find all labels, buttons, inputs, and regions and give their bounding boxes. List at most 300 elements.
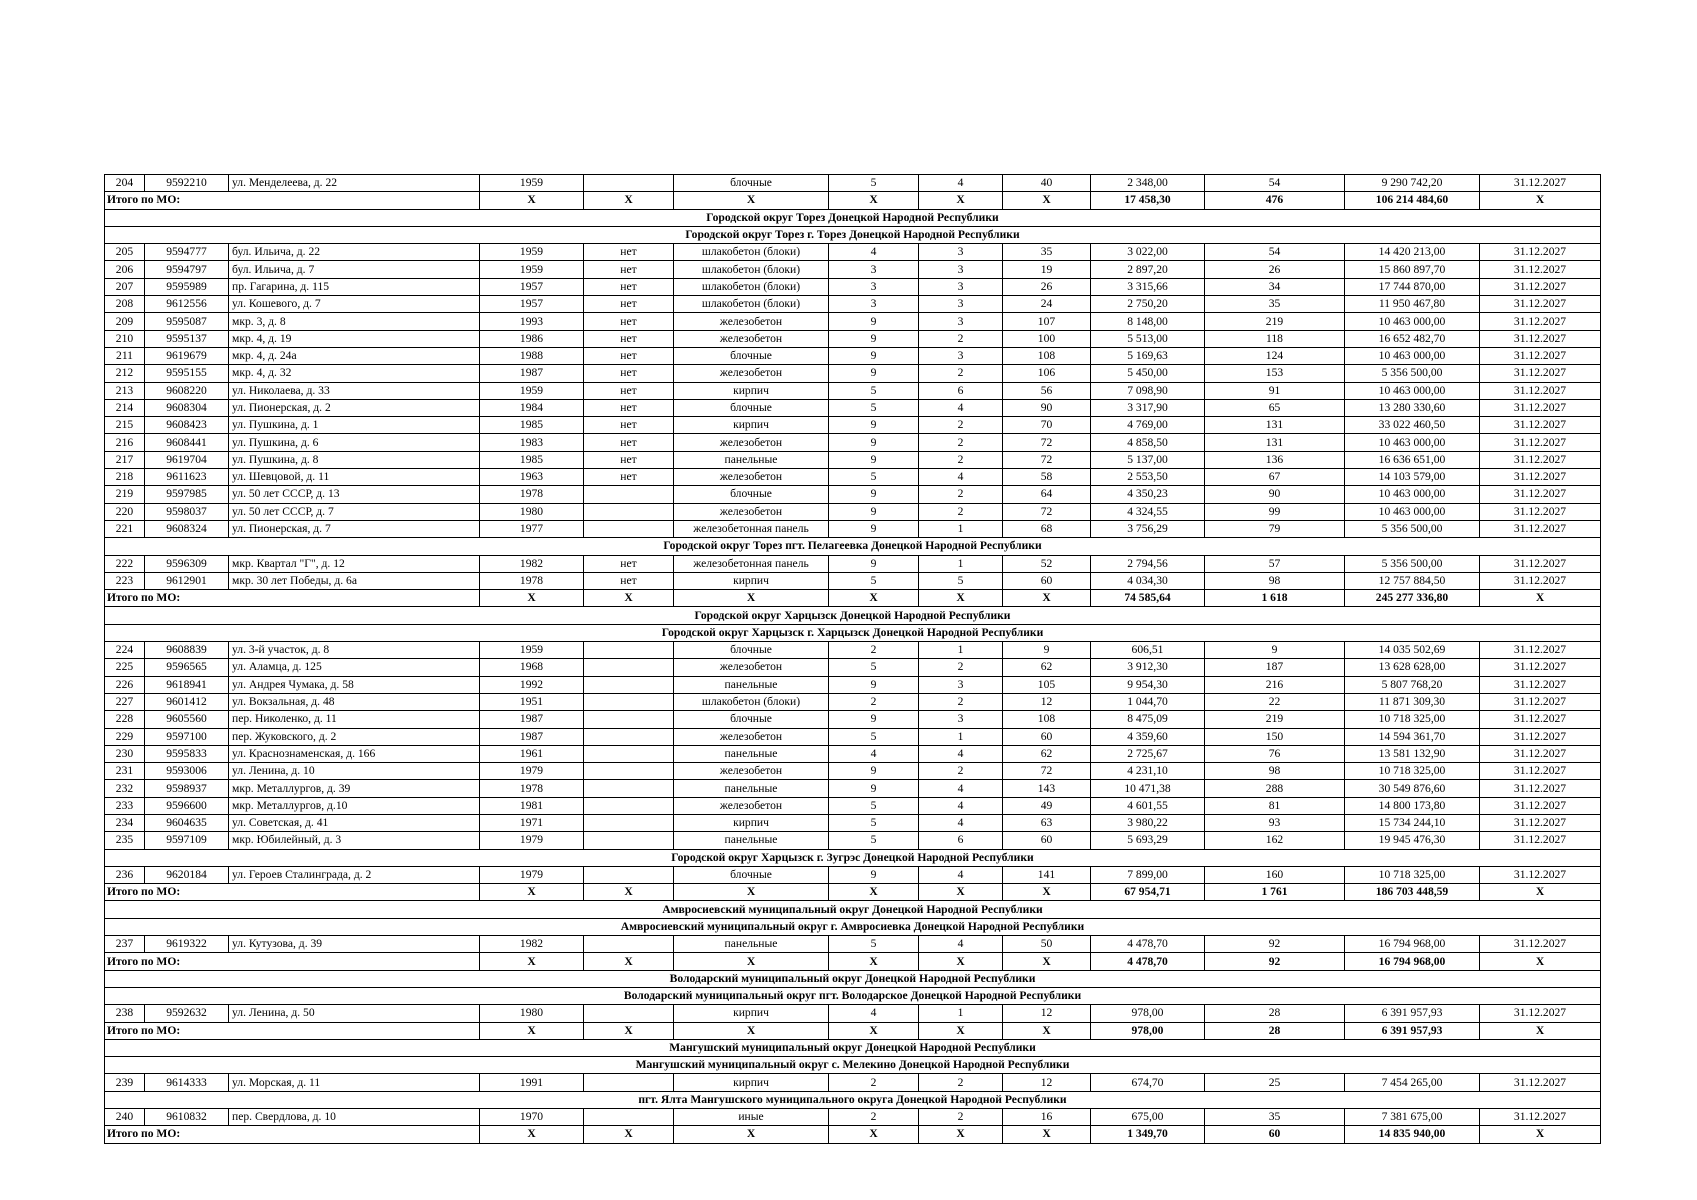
x-mark: X bbox=[584, 1126, 674, 1143]
cell-repair-cost: 11 950 467,80 bbox=[1345, 296, 1480, 313]
cell-floors: 3 bbox=[829, 261, 919, 278]
cell-apartments: 52 bbox=[1003, 555, 1091, 572]
cell-house-id: 9598937 bbox=[145, 780, 229, 797]
cell-entrances: 3 bbox=[919, 261, 1003, 278]
cell-floors: 9 bbox=[829, 486, 919, 503]
cell-wall-material: железобетон bbox=[674, 728, 829, 745]
cell-repair-cost: 7 381 675,00 bbox=[1345, 1109, 1480, 1126]
cell-total-area: 3 022,00 bbox=[1091, 244, 1205, 261]
cell-apartments: 141 bbox=[1003, 866, 1091, 883]
cell-row-number: 213 bbox=[105, 382, 145, 399]
cell-row-number: 238 bbox=[105, 1005, 145, 1022]
housing-table bbox=[104, 174, 1601, 1144]
cell-entrances: 3 bbox=[919, 347, 1003, 364]
cell-residents: 25 bbox=[1205, 1074, 1345, 1091]
cell-deadline: 31.12.2027 bbox=[1480, 365, 1601, 382]
cell-total-area: 2 794,56 bbox=[1091, 555, 1205, 572]
cell-entrances: 2 bbox=[919, 451, 1003, 468]
cell-address: пер. Жуковского, д. 2 bbox=[229, 728, 480, 745]
cell-residents: 54 bbox=[1205, 244, 1345, 261]
cell-residents: 90 bbox=[1205, 486, 1345, 503]
cell-repair-cost: 16 794 968,00 bbox=[1345, 936, 1480, 953]
table-row bbox=[105, 676, 1601, 693]
table-row bbox=[105, 711, 1601, 728]
x-mark: X bbox=[919, 953, 1003, 970]
x-mark: X bbox=[480, 590, 584, 607]
cell-address: ул. Андрея Чумака, д. 58 bbox=[229, 676, 480, 693]
cell-wall-material: кирпич bbox=[674, 417, 829, 434]
table-row bbox=[105, 503, 1601, 520]
cell-deadline: 31.12.2027 bbox=[1480, 763, 1601, 780]
cell-apartments: 100 bbox=[1003, 330, 1091, 347]
cell-total-area: 3 980,22 bbox=[1091, 814, 1205, 831]
total-gap bbox=[229, 1022, 480, 1039]
cell-cell-flag: нет bbox=[584, 399, 674, 416]
cell-wall-material: кирпич bbox=[674, 382, 829, 399]
total-cost: 106 214 484,60 bbox=[1345, 192, 1480, 209]
cell-entrances: 4 bbox=[919, 797, 1003, 814]
cell-year-built: 1971 bbox=[480, 814, 584, 831]
cell-wall-material: панельные bbox=[674, 745, 829, 762]
x-mark: X bbox=[480, 953, 584, 970]
cell-apartments: 106 bbox=[1003, 365, 1091, 382]
cell-repair-cost: 14 420 213,00 bbox=[1345, 244, 1480, 261]
cell-deadline: 31.12.2027 bbox=[1480, 745, 1601, 762]
cell-residents: 54 bbox=[1205, 175, 1345, 192]
cell-row-number: 208 bbox=[105, 296, 145, 313]
cell-house-id: 9595989 bbox=[145, 278, 229, 295]
cell-floors: 3 bbox=[829, 296, 919, 313]
cell-wall-material: панельные bbox=[674, 832, 829, 849]
cell-wall-material: шлакобетон (блоки) bbox=[674, 296, 829, 313]
table-row bbox=[105, 330, 1601, 347]
cell-deadline: 31.12.2027 bbox=[1480, 175, 1601, 192]
table-row bbox=[105, 296, 1601, 313]
table-row bbox=[105, 451, 1601, 468]
cell-row-number: 230 bbox=[105, 745, 145, 762]
cell-repair-cost: 17 744 870,00 bbox=[1345, 278, 1480, 295]
cell-year-built: 1982 bbox=[480, 936, 584, 953]
cell-floors: 5 bbox=[829, 175, 919, 192]
total-gap bbox=[229, 953, 480, 970]
region-title: Городской округ Торез г. Торез Донецкой Народной Республики bbox=[105, 226, 1601, 243]
cell-row-number: 226 bbox=[105, 676, 145, 693]
cell-row-number: 220 bbox=[105, 503, 145, 520]
total-label: Итого по МО: bbox=[105, 953, 229, 970]
cell-cell-flag: нет bbox=[584, 330, 674, 347]
cell-repair-cost: 13 581 132,90 bbox=[1345, 745, 1480, 762]
cell-deadline: 31.12.2027 bbox=[1480, 711, 1601, 728]
cell-residents: 131 bbox=[1205, 417, 1345, 434]
cell-row-number: 205 bbox=[105, 244, 145, 261]
cell-residents: 219 bbox=[1205, 313, 1345, 330]
cell-wall-material: блочные bbox=[674, 347, 829, 364]
cell-entrances: 2 bbox=[919, 434, 1003, 451]
cell-apartments: 64 bbox=[1003, 486, 1091, 503]
cell-address: мкр. 3, д. 8 bbox=[229, 313, 480, 330]
cell-repair-cost: 9 290 742,20 bbox=[1345, 175, 1480, 192]
total-area: 67 954,71 bbox=[1091, 884, 1205, 901]
x-mark: X bbox=[674, 590, 829, 607]
cell-deadline: 31.12.2027 bbox=[1480, 728, 1601, 745]
total-gap bbox=[229, 590, 480, 607]
region-header-row bbox=[105, 538, 1601, 555]
cell-row-number: 232 bbox=[105, 780, 145, 797]
table-row bbox=[105, 434, 1601, 451]
cell-entrances: 2 bbox=[919, 486, 1003, 503]
cell-entrances: 5 bbox=[919, 572, 1003, 589]
cell-deadline: 31.12.2027 bbox=[1480, 244, 1601, 261]
cell-cell-flag: нет bbox=[584, 296, 674, 313]
cell-floors: 9 bbox=[829, 763, 919, 780]
cell-residents: 219 bbox=[1205, 711, 1345, 728]
cell-deadline: 31.12.2027 bbox=[1480, 642, 1601, 659]
region-header-row bbox=[105, 226, 1601, 243]
region-title: Городской округ Харцызск г. Харцызск Донецкой Народной Республики bbox=[105, 624, 1601, 641]
cell-house-id: 9605560 bbox=[145, 711, 229, 728]
cell-row-number: 216 bbox=[105, 434, 145, 451]
cell-address: ул. Морская, д. 11 bbox=[229, 1074, 480, 1091]
total-gap bbox=[229, 1126, 480, 1143]
cell-wall-material: иные bbox=[674, 1109, 829, 1126]
cell-apartments: 108 bbox=[1003, 711, 1091, 728]
x-mark: X bbox=[1480, 590, 1601, 607]
cell-house-id: 9620184 bbox=[145, 866, 229, 883]
x-mark: X bbox=[584, 953, 674, 970]
cell-floors: 9 bbox=[829, 503, 919, 520]
cell-year-built: 1959 bbox=[480, 382, 584, 399]
cell-row-number: 207 bbox=[105, 278, 145, 295]
cell-row-number: 209 bbox=[105, 313, 145, 330]
cell-floors: 9 bbox=[829, 434, 919, 451]
cell-apartments: 12 bbox=[1003, 1074, 1091, 1091]
cell-wall-material: блочные bbox=[674, 642, 829, 659]
cell-apartments: 72 bbox=[1003, 763, 1091, 780]
cell-entrances: 3 bbox=[919, 313, 1003, 330]
cell-row-number: 239 bbox=[105, 1074, 145, 1091]
cell-repair-cost: 10 718 325,00 bbox=[1345, 711, 1480, 728]
cell-repair-cost: 5 356 500,00 bbox=[1345, 555, 1480, 572]
cell-cell-flag bbox=[584, 814, 674, 831]
cell-deadline: 31.12.2027 bbox=[1480, 278, 1601, 295]
cell-deadline: 31.12.2027 bbox=[1480, 555, 1601, 572]
cell-apartments: 62 bbox=[1003, 659, 1091, 676]
cell-wall-material: кирпич bbox=[674, 814, 829, 831]
cell-year-built: 1984 bbox=[480, 399, 584, 416]
total-row bbox=[105, 953, 1601, 970]
cell-entrances: 2 bbox=[919, 659, 1003, 676]
cell-year-built: 1959 bbox=[480, 642, 584, 659]
table-row bbox=[105, 728, 1601, 745]
cell-apartments: 40 bbox=[1003, 175, 1091, 192]
cell-deadline: 31.12.2027 bbox=[1480, 866, 1601, 883]
cell-apartments: 72 bbox=[1003, 451, 1091, 468]
cell-cell-flag bbox=[584, 676, 674, 693]
cell-apartments: 19 bbox=[1003, 261, 1091, 278]
cell-house-id: 9619322 bbox=[145, 936, 229, 953]
x-mark: X bbox=[1480, 953, 1601, 970]
x-mark: X bbox=[584, 884, 674, 901]
cell-apartments: 105 bbox=[1003, 676, 1091, 693]
cell-wall-material: шлакобетон (блоки) bbox=[674, 693, 829, 710]
cell-residents: 65 bbox=[1205, 399, 1345, 416]
cell-row-number: 223 bbox=[105, 572, 145, 589]
cell-wall-material: железобетон bbox=[674, 313, 829, 330]
cell-entrances: 1 bbox=[919, 1005, 1003, 1022]
cell-total-area: 2 348,00 bbox=[1091, 175, 1205, 192]
cell-floors: 5 bbox=[829, 814, 919, 831]
table-row bbox=[105, 572, 1601, 589]
total-residents: 92 bbox=[1205, 953, 1345, 970]
cell-total-area: 5 137,00 bbox=[1091, 451, 1205, 468]
cell-repair-cost: 12 757 884,50 bbox=[1345, 572, 1480, 589]
cell-house-id: 9619704 bbox=[145, 451, 229, 468]
cell-total-area: 4 034,30 bbox=[1091, 572, 1205, 589]
cell-address: пр. Гагарина, д. 115 bbox=[229, 278, 480, 295]
cell-floors: 4 bbox=[829, 745, 919, 762]
cell-floors: 5 bbox=[829, 936, 919, 953]
cell-deadline: 31.12.2027 bbox=[1480, 814, 1601, 831]
cell-entrances: 1 bbox=[919, 642, 1003, 659]
cell-floors: 9 bbox=[829, 780, 919, 797]
region-title: Амвросиевский муниципальный округ г. Амвросиевка Донецкой Народной Республики bbox=[105, 918, 1601, 935]
cell-year-built: 1985 bbox=[480, 417, 584, 434]
cell-deadline: 31.12.2027 bbox=[1480, 1005, 1601, 1022]
cell-total-area: 4 858,50 bbox=[1091, 434, 1205, 451]
cell-repair-cost: 10 463 000,00 bbox=[1345, 347, 1480, 364]
cell-row-number: 204 bbox=[105, 175, 145, 192]
cell-address: ул. Аламца, д. 125 bbox=[229, 659, 480, 676]
cell-cell-flag bbox=[584, 486, 674, 503]
table-row bbox=[105, 313, 1601, 330]
cell-total-area: 8 148,00 bbox=[1091, 313, 1205, 330]
cell-entrances: 4 bbox=[919, 175, 1003, 192]
cell-floors: 4 bbox=[829, 1005, 919, 1022]
region-title: Городской округ Торез Донецкой Народной Республики bbox=[105, 209, 1601, 226]
cell-repair-cost: 13 628 628,00 bbox=[1345, 659, 1480, 676]
cell-floors: 9 bbox=[829, 866, 919, 883]
cell-wall-material: блочные bbox=[674, 399, 829, 416]
cell-year-built: 1961 bbox=[480, 745, 584, 762]
table-body bbox=[105, 175, 1601, 1144]
cell-cell-flag: нет bbox=[584, 417, 674, 434]
cell-deadline: 31.12.2027 bbox=[1480, 780, 1601, 797]
cell-row-number: 217 bbox=[105, 451, 145, 468]
cell-wall-material: блочные bbox=[674, 175, 829, 192]
region-header-row bbox=[105, 209, 1601, 226]
cell-entrances: 1 bbox=[919, 728, 1003, 745]
table-row bbox=[105, 365, 1601, 382]
cell-house-id: 9595137 bbox=[145, 330, 229, 347]
cell-floors: 5 bbox=[829, 399, 919, 416]
cell-residents: 34 bbox=[1205, 278, 1345, 295]
cell-house-id: 9618941 bbox=[145, 676, 229, 693]
table-row bbox=[105, 244, 1601, 261]
cell-entrances: 6 bbox=[919, 832, 1003, 849]
table-row bbox=[105, 866, 1601, 883]
cell-address: ул. Шевцовой, д. 11 bbox=[229, 469, 480, 486]
cell-wall-material: шлакобетон (блоки) bbox=[674, 261, 829, 278]
region-header-row bbox=[105, 624, 1601, 641]
cell-total-area: 4 601,55 bbox=[1091, 797, 1205, 814]
cell-entrances: 2 bbox=[919, 503, 1003, 520]
cell-repair-cost: 11 871 309,30 bbox=[1345, 693, 1480, 710]
x-mark: X bbox=[919, 1022, 1003, 1039]
cell-year-built: 1951 bbox=[480, 693, 584, 710]
cell-row-number: 219 bbox=[105, 486, 145, 503]
cell-total-area: 2 897,20 bbox=[1091, 261, 1205, 278]
cell-deadline: 31.12.2027 bbox=[1480, 296, 1601, 313]
cell-repair-cost: 5 356 500,00 bbox=[1345, 520, 1480, 537]
cell-house-id: 9594777 bbox=[145, 244, 229, 261]
cell-repair-cost: 30 549 876,60 bbox=[1345, 780, 1480, 797]
cell-year-built: 1959 bbox=[480, 244, 584, 261]
cell-wall-material: панельные bbox=[674, 676, 829, 693]
cell-row-number: 211 bbox=[105, 347, 145, 364]
cell-residents: 26 bbox=[1205, 261, 1345, 278]
cell-wall-material: панельные bbox=[674, 780, 829, 797]
cell-repair-cost: 19 945 476,30 bbox=[1345, 832, 1480, 849]
cell-address: мкр. Металлургов, д. 39 bbox=[229, 780, 480, 797]
cell-total-area: 10 471,38 bbox=[1091, 780, 1205, 797]
cell-residents: 216 bbox=[1205, 676, 1345, 693]
cell-row-number: 229 bbox=[105, 728, 145, 745]
cell-row-number: 234 bbox=[105, 814, 145, 831]
cell-address: ул. 50 лет СССР, д. 13 bbox=[229, 486, 480, 503]
table-row bbox=[105, 745, 1601, 762]
cell-house-id: 9601412 bbox=[145, 693, 229, 710]
cell-wall-material: железобетон bbox=[674, 763, 829, 780]
x-mark: X bbox=[674, 953, 829, 970]
cell-entrances: 2 bbox=[919, 693, 1003, 710]
region-title: Мангушский муниципальный округ Донецкой Народной Республики bbox=[105, 1039, 1601, 1056]
cell-apartments: 58 bbox=[1003, 469, 1091, 486]
cell-year-built: 1987 bbox=[480, 728, 584, 745]
cell-repair-cost: 14 594 361,70 bbox=[1345, 728, 1480, 745]
total-residents: 1 761 bbox=[1205, 884, 1345, 901]
table-row bbox=[105, 278, 1601, 295]
cell-total-area: 9 954,30 bbox=[1091, 676, 1205, 693]
cell-deadline: 31.12.2027 bbox=[1480, 417, 1601, 434]
table-row bbox=[105, 469, 1601, 486]
cell-cell-flag bbox=[584, 780, 674, 797]
cell-entrances: 3 bbox=[919, 244, 1003, 261]
cell-apartments: 50 bbox=[1003, 936, 1091, 953]
cell-apartments: 143 bbox=[1003, 780, 1091, 797]
cell-row-number: 237 bbox=[105, 936, 145, 953]
cell-address: ул. 50 лет СССР, д. 7 bbox=[229, 503, 480, 520]
cell-house-id: 9596309 bbox=[145, 555, 229, 572]
cell-row-number: 210 bbox=[105, 330, 145, 347]
cell-deadline: 31.12.2027 bbox=[1480, 676, 1601, 693]
cell-address: ул. Пушкина, д. 8 bbox=[229, 451, 480, 468]
cell-deadline: 31.12.2027 bbox=[1480, 469, 1601, 486]
region-header-row bbox=[105, 901, 1601, 918]
cell-year-built: 1979 bbox=[480, 866, 584, 883]
cell-house-id: 9593006 bbox=[145, 763, 229, 780]
x-mark: X bbox=[480, 1022, 584, 1039]
cell-entrances: 2 bbox=[919, 1109, 1003, 1126]
cell-repair-cost: 33 022 460,50 bbox=[1345, 417, 1480, 434]
x-mark: X bbox=[829, 192, 919, 209]
cell-year-built: 1987 bbox=[480, 711, 584, 728]
cell-address: мкр. 4, д. 19 bbox=[229, 330, 480, 347]
cell-address: мкр. 4, д. 32 bbox=[229, 365, 480, 382]
cell-year-built: 1977 bbox=[480, 520, 584, 537]
cell-apartments: 107 bbox=[1003, 313, 1091, 330]
cell-wall-material: железобетон bbox=[674, 330, 829, 347]
table-row bbox=[105, 555, 1601, 572]
cell-cell-flag: нет bbox=[584, 278, 674, 295]
cell-entrances: 2 bbox=[919, 365, 1003, 382]
cell-entrances: 4 bbox=[919, 780, 1003, 797]
cell-year-built: 1979 bbox=[480, 832, 584, 849]
cell-residents: 160 bbox=[1205, 866, 1345, 883]
cell-house-id: 9594797 bbox=[145, 261, 229, 278]
region-title: пгт. Ялта Мангушского муниципального округа Донецкой Народной Республики bbox=[105, 1091, 1601, 1108]
cell-cell-flag: нет bbox=[584, 365, 674, 382]
cell-house-id: 9608304 bbox=[145, 399, 229, 416]
region-header-row bbox=[105, 918, 1601, 935]
x-mark: X bbox=[584, 590, 674, 607]
cell-repair-cost: 14 103 579,00 bbox=[1345, 469, 1480, 486]
cell-deadline: 31.12.2027 bbox=[1480, 503, 1601, 520]
total-cost: 16 794 968,00 bbox=[1345, 953, 1480, 970]
cell-year-built: 1959 bbox=[480, 175, 584, 192]
table-row bbox=[105, 936, 1601, 953]
total-area: 978,00 bbox=[1091, 1022, 1205, 1039]
cell-total-area: 4 769,00 bbox=[1091, 417, 1205, 434]
cell-wall-material: панельные bbox=[674, 936, 829, 953]
cell-residents: 22 bbox=[1205, 693, 1345, 710]
cell-row-number: 212 bbox=[105, 365, 145, 382]
cell-address: ул. Вокзальная, д. 48 bbox=[229, 693, 480, 710]
cell-residents: 136 bbox=[1205, 451, 1345, 468]
cell-total-area: 4 231,10 bbox=[1091, 763, 1205, 780]
cell-total-area: 4 324,55 bbox=[1091, 503, 1205, 520]
cell-year-built: 1983 bbox=[480, 434, 584, 451]
cell-year-built: 1978 bbox=[480, 572, 584, 589]
x-mark: X bbox=[829, 953, 919, 970]
cell-floors: 9 bbox=[829, 365, 919, 382]
table-row bbox=[105, 814, 1601, 831]
region-title: Володарский муниципальный округ Донецкой Народной Республики bbox=[105, 970, 1601, 987]
cell-deadline: 31.12.2027 bbox=[1480, 330, 1601, 347]
cell-entrances: 3 bbox=[919, 711, 1003, 728]
cell-wall-material: блочные bbox=[674, 711, 829, 728]
table-row bbox=[105, 486, 1601, 503]
x-mark: X bbox=[919, 884, 1003, 901]
cell-wall-material: шлакобетон (блоки) bbox=[674, 244, 829, 261]
x-mark: X bbox=[1003, 884, 1091, 901]
cell-total-area: 5 450,00 bbox=[1091, 365, 1205, 382]
cell-year-built: 1963 bbox=[480, 469, 584, 486]
cell-row-number: 227 bbox=[105, 693, 145, 710]
cell-floors: 2 bbox=[829, 693, 919, 710]
cell-house-id: 9592210 bbox=[145, 175, 229, 192]
cell-total-area: 3 912,30 bbox=[1091, 659, 1205, 676]
cell-address: пер. Николенко, д. 11 bbox=[229, 711, 480, 728]
table-row bbox=[105, 1109, 1601, 1126]
cell-repair-cost: 14 800 173,80 bbox=[1345, 797, 1480, 814]
x-mark: X bbox=[480, 1126, 584, 1143]
cell-row-number: 214 bbox=[105, 399, 145, 416]
table-row bbox=[105, 520, 1601, 537]
region-title: Городской округ Торез пгт. Пелагеевка Донецкой Народной Республики bbox=[105, 538, 1601, 555]
cell-repair-cost: 10 463 000,00 bbox=[1345, 434, 1480, 451]
table-row bbox=[105, 763, 1601, 780]
table-row bbox=[105, 693, 1601, 710]
